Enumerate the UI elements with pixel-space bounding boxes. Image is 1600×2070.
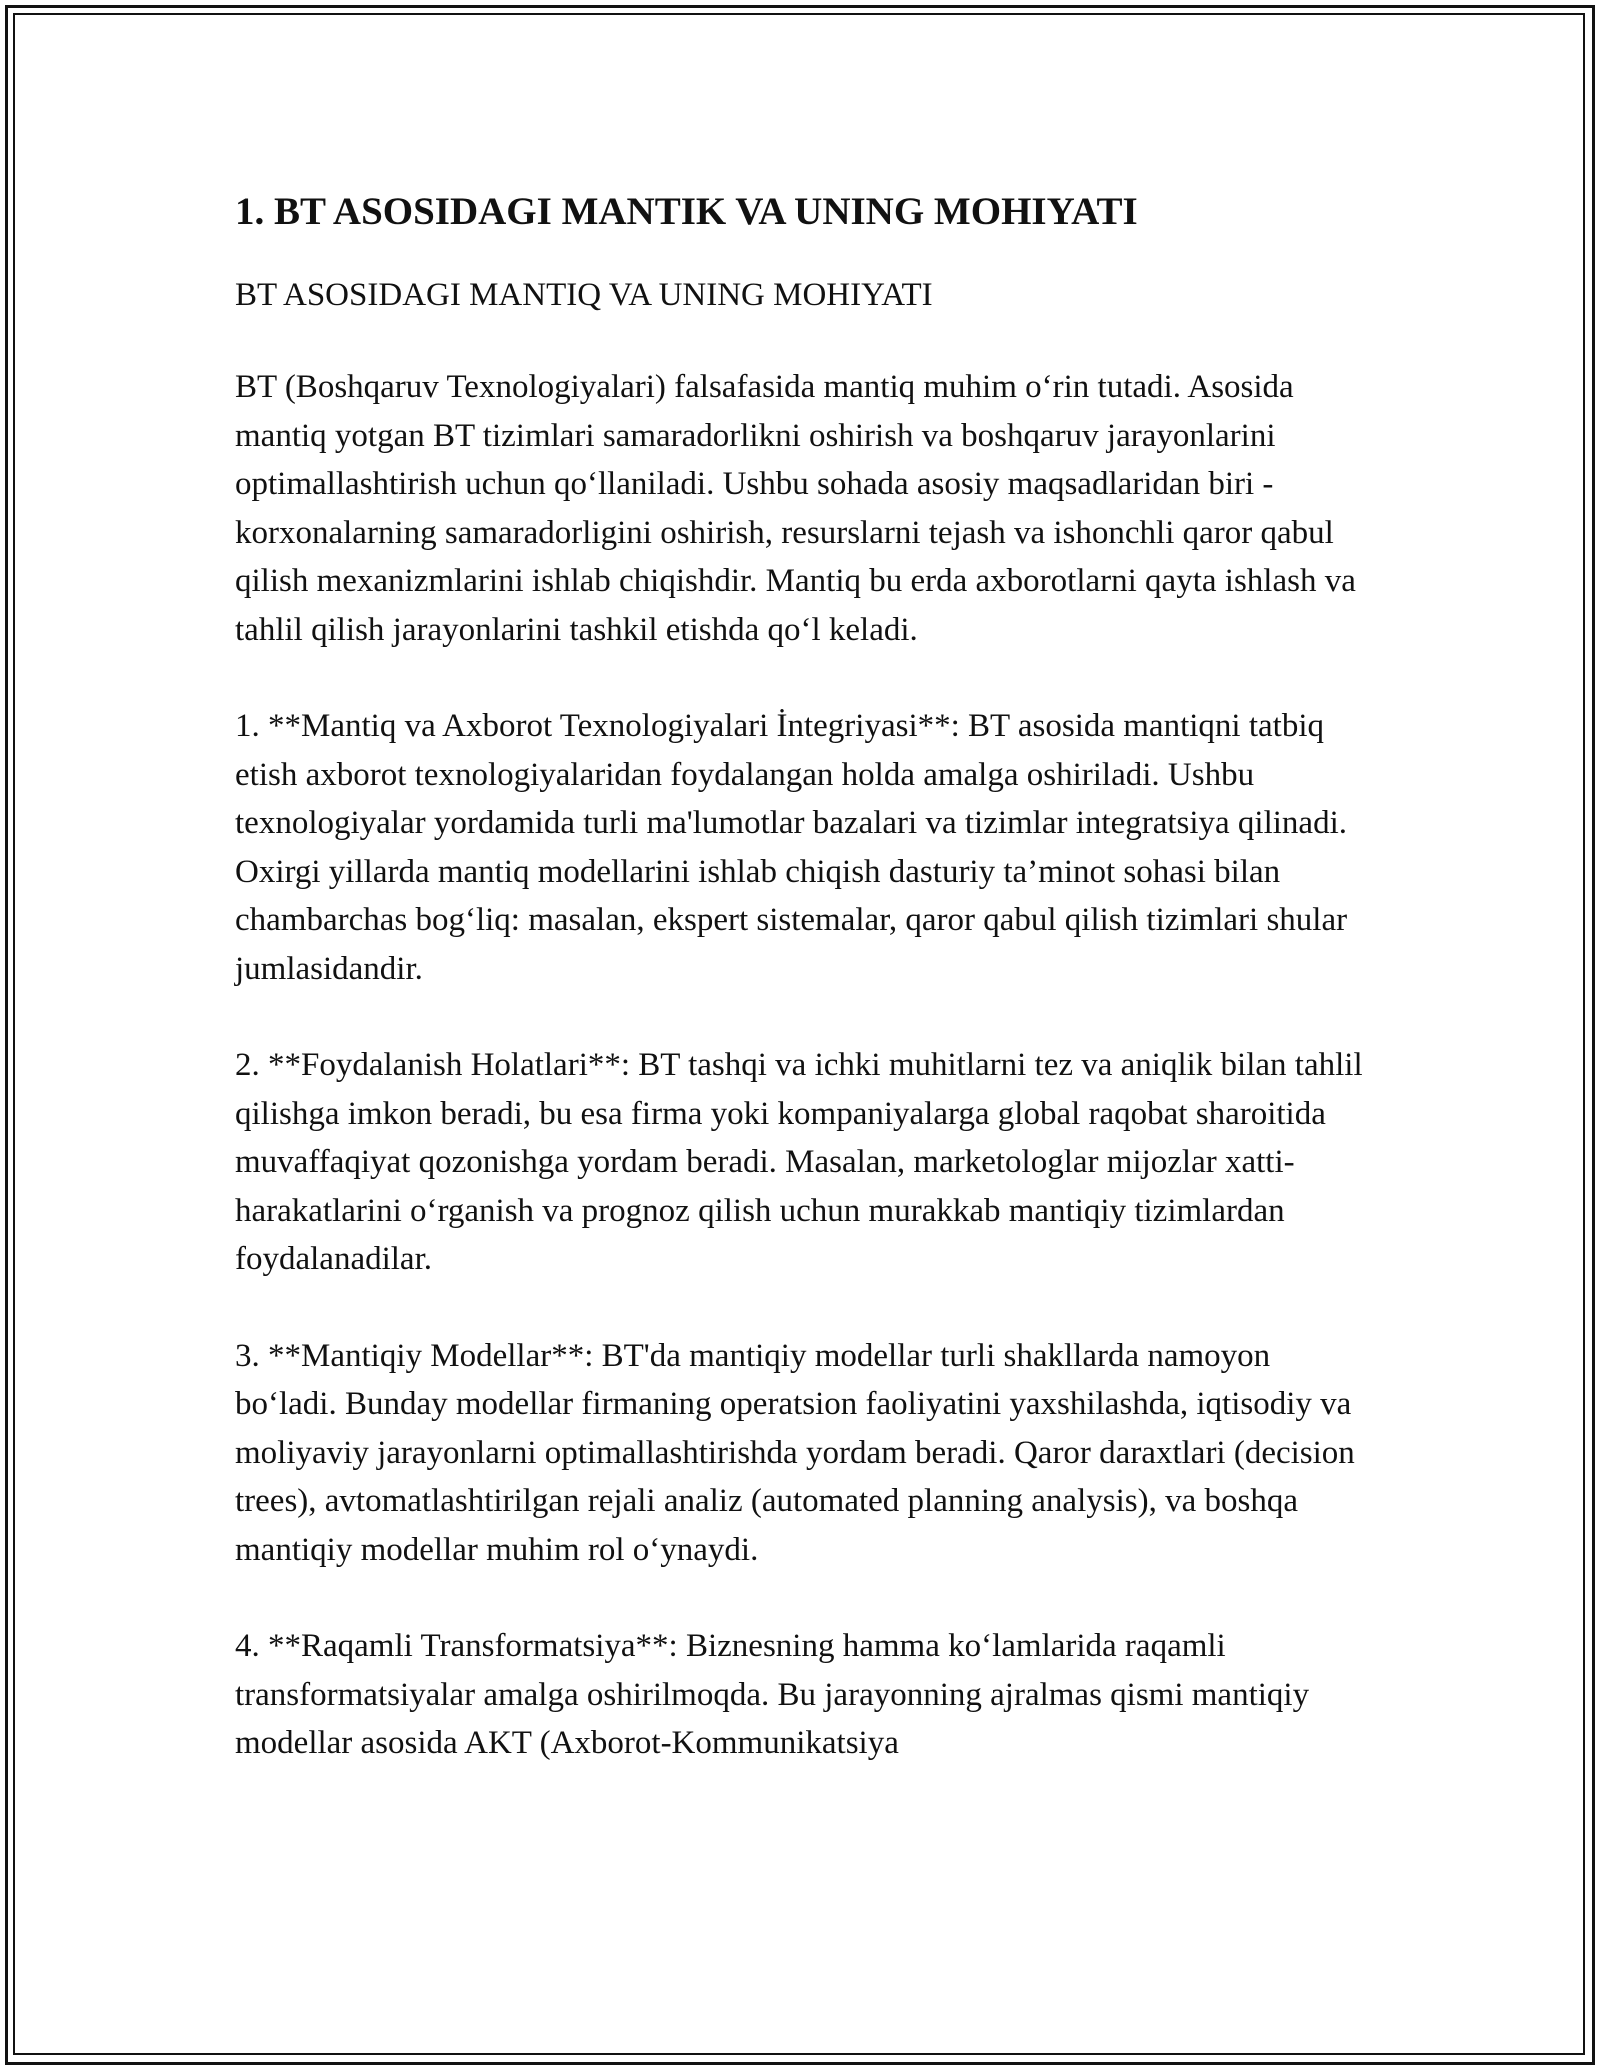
paragraph-intro: BT (Boshqaruv Texnologiyalari) falsafasida mantiq muhim o‘rin tutadi. Asosida mantiq yotgan BT tizimlari samaradorlikni oshirish va boshqaruv jarayonlarini optimallashtirish uchun qo‘llaniladi. Ushbu sohada asosiy maqsadlaridan biri - korxonalarning samaradorligini oshirish, resurslarni tejash va ishonchli qaror qabul qilish mexanizmlarini ishlab chiqishdir. Mantiq bu erda axborotlarni qayta ishlash va tahlil qilish jarayonlarini tashkil etishda qo‘l keladi. [235,369,1356,648]
paragraph-use-cases: 2. **Foydalanish Holatlari**: BT tashqi va ichki muhitlarni tez va aniqlik bilan tahlil qilishga imkon beradi, bu esa firma yoki kompaniyalarga global raqobat sharoitida muvaffaqiyat qozonishga yordam beradi. Masalan, marketologlar mijozlar xatti-harakatlarini o‘rganish va prognoz qilish uchun murakkab mantiqiy tizimlardan foydalanadilar. [235,1047,1363,1277]
document-heading: 1. BT ASOSIDAGI MANTIK VA UNING MOHIYATI [235,190,1138,233]
paragraph-integration: 1. **Mantiq va Axborot Texnologiyalari İntegriyasi**: BT asosida mantiqni tatbiq etish axborot texnologiyalaridan foydalangan holda amalga oshiriladi. Ushbu texnologiyalar yordamida turli ma'lumotlar bazalari va tizimlar integratsiya qilinadi. Oxirgi yillarda mantiq modellarini ishlab chiqish dasturiy ta’minot sohasi bilan chambarchas bog‘liq: masalan, ekspert sistemalar, qaror qabul qilish tizimlari shular jumlasidandir. [235,708,1348,987]
document-page [235,183,1375,1816]
document-subtitle: BT ASOSIDAGI MANTIQ VA UNING MOHIYATI [235,277,933,313]
paragraph-digital-transformation: 4. **Raqamli Transformatsiya**: Biznesning hamma ko‘lamlarida raqamli transformatsiyalar amalga oshirilmoqda. Bu jarayonning ajralmas qismi mantiqiy modellar asosida AKT (Axborot-Kommunikatsiya [235,1628,1310,1761]
paragraph-logical-models: 3. **Mantiqiy Modellar**: BT'da mantiqiy modellar turli shakllarda namoyon bo‘ladi. Bunday modellar firmaning operatsion faoliyatini yaxshilashda, iqtisodiy va moliyaviy jarayonlarni optimallashtirishda yordam beradi. Qaror daraxtlari (decision trees), avtomatlashtirilgan rejali analiz (automated planning analysis), va boshqa mantiqiy modellar muhim rol o‘ynaydi. [235,1337,1355,1568]
